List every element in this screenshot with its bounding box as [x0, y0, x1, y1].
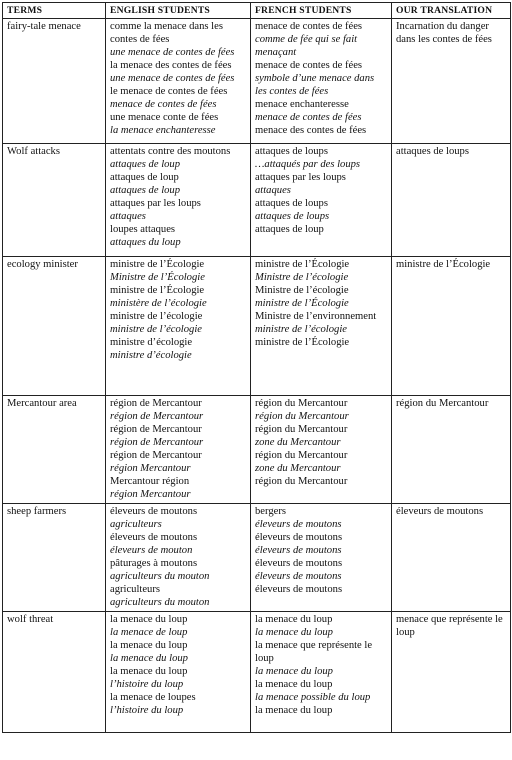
english-rendering: ministre d’écologie — [110, 337, 193, 348]
english-students-cell — [106, 144, 251, 257]
french-rendering: menace de contes de fées — [255, 112, 362, 123]
french-rendering: ministre de l’Écologie — [255, 337, 350, 348]
french-rendering: éleveurs de moutons — [255, 558, 343, 569]
english-rendering: Ministre de l’Écologie — [110, 272, 205, 283]
english-rendering: une menace conte de fées — [110, 112, 219, 123]
english-rendering: agriculteurs — [110, 519, 162, 530]
english-rendering: Mercantour région — [110, 476, 190, 487]
english-rendering: attaques du loup — [110, 237, 181, 248]
english-rendering: menace de contes de fées — [110, 99, 217, 110]
french-rendering: la menace possible du loup — [255, 692, 371, 703]
english-rendering: éleveurs de mouton — [110, 545, 193, 556]
header-our-translation: OUR TRANSLATION — [392, 3, 511, 19]
english-rendering: pâturages à moutons — [110, 558, 198, 569]
french-rendering: zone du Mercantour — [255, 437, 341, 448]
table-header — [3, 3, 511, 19]
french-students-cell — [251, 504, 392, 612]
french-rendering: attaques de loup — [255, 224, 324, 235]
english-rendering: éleveurs de moutons — [110, 506, 198, 517]
our-translation-cell: éleveurs de moutons — [392, 504, 511, 612]
french-rendering: bergers — [255, 506, 286, 517]
english-rendering: loupes attaques — [110, 224, 176, 235]
english-rendering: région de Mercantour — [110, 424, 202, 435]
french-students-cell — [251, 19, 392, 144]
english-rendering: la menace de loupes — [110, 692, 196, 703]
french-students-cell — [251, 396, 392, 504]
english-rendering: attaques de loup — [110, 159, 181, 170]
english-rendering: région de Mercantour — [110, 450, 202, 461]
french-rendering: ministre de l’écologie — [255, 324, 347, 335]
our-translation-cell: Incarnation du danger dans les contes de fées — [392, 19, 511, 144]
french-rendering: la menace du loup — [255, 614, 333, 625]
table-row — [3, 396, 511, 504]
french-rendering: éleveurs de moutons — [255, 532, 343, 543]
english-rendering: ministre de l’Écologie — [110, 259, 205, 270]
english-rendering: région de Mercantour — [110, 398, 202, 409]
table-row — [3, 257, 511, 396]
english-rendering: région Mercantour — [110, 463, 191, 474]
french-rendering: symbole d’une menace dans les contes de fées — [255, 73, 375, 97]
english-rendering: attaques de loup — [110, 172, 179, 183]
our-translation-cell: attaques de loups — [392, 144, 511, 257]
english-rendering: la menace du loup — [110, 653, 188, 664]
english-rendering: le menace de contes de fées — [110, 86, 228, 97]
english-rendering: la menace du loup — [110, 640, 188, 651]
our-translation-cell: région du Mercantour — [392, 396, 511, 504]
english-rendering: l’histoire du loup — [110, 679, 184, 690]
french-rendering: région du Mercantour — [255, 424, 348, 435]
french-rendering: Ministre de l’écologie — [255, 285, 349, 296]
term-cell: Mercantour area — [3, 396, 106, 504]
english-students-cell — [106, 257, 251, 396]
english-rendering: agriculteurs du mouton — [110, 597, 210, 608]
english-rendering: agriculteurs — [110, 584, 161, 595]
english-rendering: ministère de l’écologie — [110, 298, 207, 309]
french-rendering: …attaqués par des loups — [255, 159, 361, 170]
french-rendering: menace de contes de fées — [255, 60, 363, 71]
header-french-students: FRENCH STUDENTS — [251, 3, 392, 19]
english-rendering: comme la menace dans les contes de fées — [110, 21, 223, 45]
french-rendering: zone du Mercantour — [255, 463, 341, 474]
english-rendering: ministre de l’Écologie — [110, 285, 205, 296]
english-rendering: l’histoire du loup — [110, 705, 184, 716]
french-rendering: attaques — [255, 185, 291, 196]
english-rendering: attaques — [110, 211, 146, 222]
english-rendering: attaques de loup — [110, 185, 181, 196]
french-rendering: Ministre de l’écologie — [255, 272, 349, 283]
french-rendering: menace des contes de fées — [255, 125, 367, 136]
table-row — [3, 504, 511, 612]
english-rendering: la menace du loup — [110, 614, 188, 625]
french-rendering: éleveurs de moutons — [255, 584, 343, 595]
english-rendering: ministre de l’écologie — [110, 311, 203, 322]
french-rendering: la menace que représente le loup — [255, 640, 373, 664]
table-row — [3, 144, 511, 257]
french-rendering: attaques de loups — [255, 146, 328, 157]
english-rendering: région Mercantour — [110, 489, 191, 500]
english-rendering: une menace de contes de fées — [110, 47, 235, 58]
french-rendering: attaques de loups — [255, 211, 330, 222]
english-rendering: attentats contre des moutons — [110, 146, 231, 157]
term-cell: wolf threat — [3, 612, 106, 733]
english-rendering: la menace de loup — [110, 627, 188, 638]
english-rendering: attaques par les loups — [110, 198, 201, 209]
english-rendering: la menace du loup — [110, 666, 188, 677]
english-rendering: éleveurs de moutons — [110, 532, 198, 543]
french-rendering: attaques de loups — [255, 198, 328, 209]
french-students-cell — [251, 257, 392, 396]
french-rendering: région du Mercantour — [255, 411, 349, 422]
french-rendering: région du Mercantour — [255, 476, 348, 487]
french-rendering: région du Mercantour — [255, 450, 348, 461]
english-rendering: une menace de contes de fées — [110, 73, 235, 84]
english-rendering: région de Mercantour — [110, 411, 204, 422]
term-cell: fairy-tale menace — [3, 19, 106, 144]
term-cell: sheep farmers — [3, 504, 106, 612]
translation-table — [2, 2, 511, 733]
french-rendering: la menace du loup — [255, 705, 333, 716]
table-row — [3, 19, 511, 144]
french-rendering: menace enchanteresse — [255, 99, 349, 110]
english-rendering: agriculteurs du mouton — [110, 571, 210, 582]
english-rendering: ministre d’écologie — [110, 350, 192, 361]
french-rendering: la menace du loup — [255, 627, 333, 638]
english-students-cell — [106, 612, 251, 733]
english-students-cell — [106, 19, 251, 144]
english-rendering: la menace enchanteresse — [110, 125, 216, 136]
our-translation-cell: menace que représente le loup — [392, 612, 511, 733]
french-rendering: éleveurs de moutons — [255, 545, 342, 556]
english-students-cell — [106, 396, 251, 504]
french-rendering: comme de fée qui se fait menaçant — [255, 34, 358, 58]
table-row — [3, 612, 511, 733]
french-rendering: ministre de l’Écologie — [255, 259, 350, 270]
french-rendering: menace de contes de fées — [255, 21, 363, 32]
french-rendering: la menace du loup — [255, 666, 333, 677]
header-terms: TERMS — [3, 3, 106, 19]
header-row — [3, 3, 511, 19]
header-english-students: ENGLISH STUDENTS — [106, 3, 251, 19]
french-rendering: région du Mercantour — [255, 398, 348, 409]
french-rendering: la menace du loup — [255, 679, 333, 690]
french-rendering: attaques par les loups — [255, 172, 346, 183]
french-rendering: Ministre de l’environnement — [255, 311, 377, 322]
english-rendering: région de Mercantour — [110, 437, 204, 448]
term-cell: ecology minister — [3, 257, 106, 396]
english-rendering: ministre de l’écologie — [110, 324, 202, 335]
french-rendering: éleveurs de moutons — [255, 571, 342, 582]
french-students-cell — [251, 612, 392, 733]
french-rendering: éleveurs de moutons — [255, 519, 342, 530]
our-translation-cell: ministre de l’Écologie — [392, 257, 511, 396]
table-body — [3, 19, 511, 733]
term-cell: Wolf attacks — [3, 144, 106, 257]
french-rendering: ministre de l’Écologie — [255, 298, 349, 309]
english-rendering: la menace des contes de fées — [110, 60, 232, 71]
english-students-cell — [106, 504, 251, 612]
french-students-cell — [251, 144, 392, 257]
